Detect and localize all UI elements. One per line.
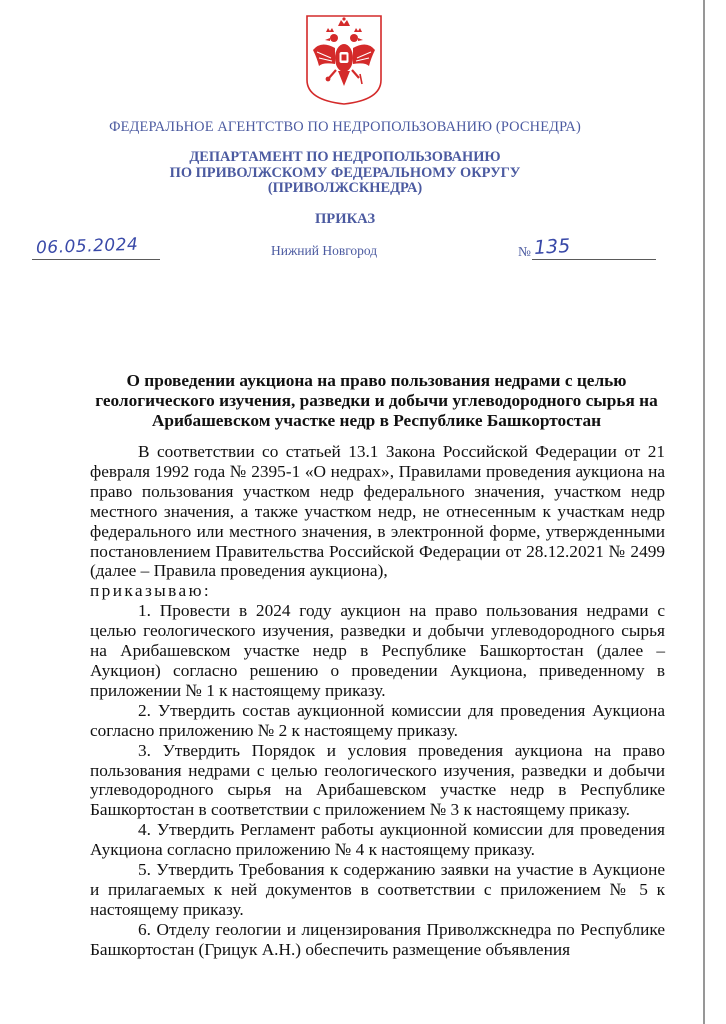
date-underline — [32, 259, 160, 260]
scan-edge-line — [703, 0, 705, 1024]
title-line: Арибашевском участке недр в Республике Башкортостан — [151, 411, 602, 430]
agency-name: ФЕДЕРАЛЬНОЕ АГЕНТСТВО ПО НЕДРОПОЛЬЗОВАНИЮ (РОСНЕДРА) — [109, 119, 581, 135]
department-line: ДЕПАРТАМЕНТ ПО НЕДРОПОЛЬЗОВАНИЮ — [189, 149, 501, 165]
document-title — [90, 371, 663, 431]
order-item: 1. Провести в 2024 году аукцион на право пользования недрами с целью геологического изучения, разведки и добычи углеводородного сырья на Арибашевском участке недр в Республике Башкортостан (далее – Аукцион) согласно решению о проведении Аукциона, приведенному в приложении № 1 к настоящему приказу. — [90, 601, 665, 700]
order-item: 5. Утвердить Требования к содержанию заявки на участие в Аукционе и прилагаемых к ней документов в соответствии с приложением № 5 к настоящему приказу. — [90, 860, 665, 919]
preamble-paragraph: В соответствии со статьей 13.1 Закона Российской Федерации от 21 февраля 1992 года № 2395-1 «О недрах», Правилами проведения аукциона на право пользования участком недр федерального значения, участком недр местного значения, а также участком недр, не отнесенным к участкам недр федерального или местного значения, в электронной форме, утвержденными постановлением Правительства Российской Федерации от 28.12.2021 № 2499 (далее – Правила проведения аукциона), — [90, 442, 665, 581]
handwritten-number: 135 — [533, 235, 571, 259]
order-item: 6. Отделу геологии и лицензирования Приволжскнедра по Республике Башкортостан (Грицук А.Н.) обеспечить размещение объявления — [90, 919, 665, 959]
department-line: ПО ПРИВОЛЖСКОМУ ФЕДЕРАЛЬНОМУ ОКРУГУ — [169, 164, 521, 181]
handwritten-date: 06.05.2024 — [35, 234, 139, 259]
title-line: геологического изучения, разведки и добычи углеводородного сырья на — [95, 391, 658, 410]
department-name — [0, 150, 690, 197]
department-line: (ПРИВОЛЖСКНЕДРА) — [267, 180, 423, 196]
number-sign: № — [518, 244, 531, 259]
document-type: ПРИКАЗ — [314, 211, 376, 227]
document-body — [90, 442, 665, 960]
number-underline — [532, 259, 656, 260]
order-item: 2. Утвердить состав аукционной комиссии для проведения Аукциона согласно приложению № 2 к настоящему приказу. — [90, 700, 665, 740]
order-item: 4. Утвердить Регламент работы аукционной комиссии для проведения Аукциона согласно приложению № 4 к настоящему приказу. — [90, 820, 665, 860]
city-name: Нижний Новгород — [271, 243, 378, 258]
russian-coat-of-arms-icon — [303, 14, 385, 106]
title-line: О проведении аукциона на право пользования недрами с целью — [126, 371, 627, 390]
order-word: приказываю: — [90, 581, 212, 601]
order-item: 3. Утвердить Порядок и условия проведения аукциона на право пользования недрами с целью геологического изучения, разведки и добычи углеводородного сырья на Арибашевском участке недр в Республике Башкортостан в соответствии с приложением № 3 к настоящему приказу. — [90, 740, 665, 820]
